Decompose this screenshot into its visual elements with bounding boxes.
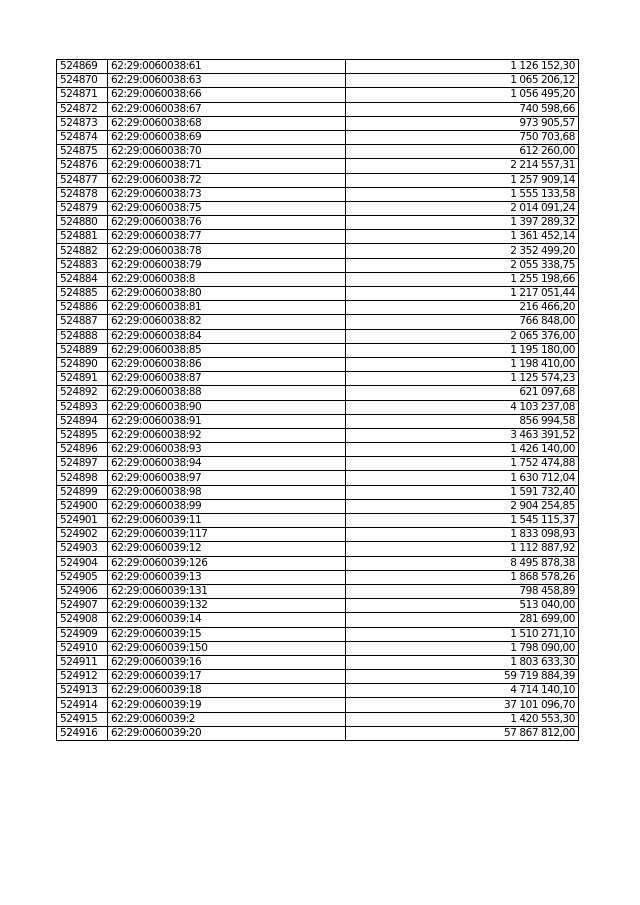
table-row [57, 499, 579, 513]
cadastral-number-cell: 62:29:0060039:16 [108, 655, 346, 669]
table-row [57, 641, 579, 655]
table-row [57, 272, 579, 286]
table-row [57, 485, 579, 499]
cadastral-value-cell: 1 420 553,30 [346, 712, 579, 726]
table-row [57, 372, 579, 386]
cadastral-value-cell: 4 714 140,10 [346, 684, 579, 698]
cadastral-value-cell: 8 495 878,38 [346, 556, 579, 570]
table-row [57, 528, 579, 542]
cadastral-number-cell: 62:29:0060038:84 [108, 329, 346, 343]
cadastral-value-cell: 2 352 499,20 [346, 244, 579, 258]
row-id-cell: 524908 [57, 613, 108, 627]
table-row [57, 74, 579, 88]
cadastral-number-cell: 62:29:0060038:94 [108, 457, 346, 471]
table-row [57, 599, 579, 613]
table-row [57, 173, 579, 187]
cadastral-number-cell: 62:29:0060038:75 [108, 201, 346, 215]
cadastral-number-cell: 62:29:0060038:61 [108, 60, 346, 74]
cadastral-value-cell: 513 040,00 [346, 599, 579, 613]
row-id-cell: 524887 [57, 315, 108, 329]
cadastral-number-cell: 62:29:0060038:81 [108, 301, 346, 315]
cadastral-value-cell: 1 510 271,10 [346, 627, 579, 641]
cadastral-number-cell: 62:29:0060038:90 [108, 400, 346, 414]
table-row [57, 584, 579, 598]
table-row [57, 655, 579, 669]
table-row [57, 386, 579, 400]
cadastral-number-cell: 62:29:0060038:67 [108, 102, 346, 116]
cadastral-number-cell: 62:29:0060038:82 [108, 315, 346, 329]
table-row [57, 258, 579, 272]
cadastral-value-cell: 1 798 090,00 [346, 641, 579, 655]
table-row [57, 570, 579, 584]
cadastral-number-cell: 62:29:0060039:15 [108, 627, 346, 641]
cadastral-value-cell: 1 126 152,30 [346, 60, 579, 74]
cadastral-value-cell: 621 097,68 [346, 386, 579, 400]
cadastral-value-cell: 766 848,00 [346, 315, 579, 329]
cadastral-value-cell: 57 867 812,00 [346, 726, 579, 740]
table-row [57, 684, 579, 698]
cadastral-number-cell: 62:29:0060038:72 [108, 173, 346, 187]
table-row [57, 698, 579, 712]
cadastral-number-cell: 62:29:0060038:76 [108, 216, 346, 230]
cadastral-number-cell: 62:29:0060038:79 [108, 258, 346, 272]
cadastral-number-cell: 62:29:0060039:19 [108, 698, 346, 712]
row-id-cell: 524882 [57, 244, 108, 258]
row-id-cell: 524913 [57, 684, 108, 698]
cadastral-value-cell: 750 703,68 [346, 130, 579, 144]
row-id-cell: 524873 [57, 116, 108, 130]
cadastral-value-cell: 216 466,20 [346, 301, 579, 315]
row-id-cell: 524897 [57, 457, 108, 471]
row-id-cell: 524895 [57, 428, 108, 442]
cadastral-number-cell: 62:29:0060038:66 [108, 88, 346, 102]
table-row [57, 130, 579, 144]
cadastral-value-cell: 59 719 884,39 [346, 670, 579, 684]
cadastral-value-cell: 1 198 410,00 [346, 357, 579, 371]
table-row [57, 287, 579, 301]
cadastral-value-cell: 1 112 887,92 [346, 542, 579, 556]
row-id-cell: 524889 [57, 343, 108, 357]
table-row [57, 329, 579, 343]
row-id-cell: 524896 [57, 443, 108, 457]
cadastral-value-cell: 1 065 206,12 [346, 74, 579, 88]
cadastral-number-cell: 62:29:0060038:99 [108, 499, 346, 513]
cadastral-number-cell: 62:29:0060039:18 [108, 684, 346, 698]
row-id-cell: 524877 [57, 173, 108, 187]
table-row [57, 301, 579, 315]
cadastral-value-cell: 1 555 133,58 [346, 187, 579, 201]
row-id-cell: 524906 [57, 584, 108, 598]
table-row [57, 315, 579, 329]
row-id-cell: 524900 [57, 499, 108, 513]
cadastral-number-cell: 62:29:0060038:86 [108, 357, 346, 371]
row-id-cell: 524893 [57, 400, 108, 414]
table-row [57, 542, 579, 556]
cadastral-value-cell: 1 868 578,26 [346, 570, 579, 584]
row-id-cell: 524899 [57, 485, 108, 499]
cadastral-number-cell: 62:29:0060039:117 [108, 528, 346, 542]
cadastral-value-cell: 2 214 557,31 [346, 159, 579, 173]
table-row [57, 60, 579, 74]
row-id-cell: 524890 [57, 357, 108, 371]
cadastral-value-cell: 1 833 098,93 [346, 528, 579, 542]
cadastral-value-cell: 281 699,00 [346, 613, 579, 627]
cadastral-number-cell: 62:29:0060039:126 [108, 556, 346, 570]
cadastral-number-cell: 62:29:0060039:131 [108, 584, 346, 598]
row-id-cell: 524891 [57, 372, 108, 386]
cadastral-number-cell: 62:29:0060038:88 [108, 386, 346, 400]
cadastral-value-cell: 1 630 712,04 [346, 471, 579, 485]
row-id-cell: 524909 [57, 627, 108, 641]
row-id-cell: 524884 [57, 272, 108, 286]
row-id-cell: 524912 [57, 670, 108, 684]
cadastral-value-cell: 1 752 474,88 [346, 457, 579, 471]
cadastral-number-cell: 62:29:0060039:14 [108, 613, 346, 627]
table-row [57, 613, 579, 627]
cadastral-value-cell: 1 803 633,30 [346, 655, 579, 669]
cadastral-value-cell: 1 545 115,37 [346, 514, 579, 528]
cadastral-number-cell: 62:29:0060038:78 [108, 244, 346, 258]
table-row [57, 471, 579, 485]
row-id-cell: 524886 [57, 301, 108, 315]
row-id-cell: 524878 [57, 187, 108, 201]
table-row [57, 443, 579, 457]
row-id-cell: 524883 [57, 258, 108, 272]
table-row [57, 343, 579, 357]
row-id-cell: 524869 [57, 60, 108, 74]
row-id-cell: 524901 [57, 514, 108, 528]
cadastral-value-cell: 1 255 198,66 [346, 272, 579, 286]
cadastral-value-cell: 973 905,57 [346, 116, 579, 130]
cadastral-number-cell: 62:29:0060038:97 [108, 471, 346, 485]
cadastral-value-cell: 1 125 574,23 [346, 372, 579, 386]
cadastral-number-cell: 62:29:0060039:13 [108, 570, 346, 584]
cadastral-value-cell: 798 458,89 [346, 584, 579, 598]
cadastral-value-cell: 1 361 452,14 [346, 230, 579, 244]
table-row [57, 201, 579, 215]
row-id-cell: 524898 [57, 471, 108, 485]
row-id-cell: 524905 [57, 570, 108, 584]
row-id-cell: 524874 [57, 130, 108, 144]
cadastral-number-cell: 62:29:0060039:132 [108, 599, 346, 613]
cadastral-number-cell: 62:29:0060038:69 [108, 130, 346, 144]
table-row [57, 244, 579, 258]
cadastral-value-cell: 1 056 495,20 [346, 88, 579, 102]
table-row [57, 414, 579, 428]
cadastral-value-cell: 1 257 909,14 [346, 173, 579, 187]
table-row [57, 230, 579, 244]
row-id-cell: 524911 [57, 655, 108, 669]
cadastral-number-cell: 62:29:0060038:87 [108, 372, 346, 386]
row-id-cell: 524894 [57, 414, 108, 428]
row-id-cell: 524875 [57, 145, 108, 159]
table-row [57, 216, 579, 230]
cadastral-value-table [56, 59, 579, 741]
table-row [57, 514, 579, 528]
cadastral-number-cell: 62:29:0060038:8 [108, 272, 346, 286]
cadastral-value-cell: 1 217 051,44 [346, 287, 579, 301]
table-row [57, 556, 579, 570]
cadastral-number-cell: 62:29:0060038:98 [108, 485, 346, 499]
row-id-cell: 524903 [57, 542, 108, 556]
row-id-cell: 524910 [57, 641, 108, 655]
row-id-cell: 524870 [57, 74, 108, 88]
row-id-cell: 524902 [57, 528, 108, 542]
cadastral-number-cell: 62:29:0060038:91 [108, 414, 346, 428]
row-id-cell: 524915 [57, 712, 108, 726]
cadastral-number-cell: 62:29:0060038:93 [108, 443, 346, 457]
cadastral-number-cell: 62:29:0060038:68 [108, 116, 346, 130]
cadastral-number-cell: 62:29:0060039:2 [108, 712, 346, 726]
table-row [57, 102, 579, 116]
table-row [57, 712, 579, 726]
row-id-cell: 524907 [57, 599, 108, 613]
table-row [57, 428, 579, 442]
table-row [57, 457, 579, 471]
document-page [56, 59, 578, 741]
cadastral-value-cell: 37 101 096,70 [346, 698, 579, 712]
cadastral-value-cell: 740 598,66 [346, 102, 579, 116]
row-id-cell: 524876 [57, 159, 108, 173]
row-id-cell: 524885 [57, 287, 108, 301]
cadastral-number-cell: 62:29:0060039:20 [108, 726, 346, 740]
cadastral-value-cell: 1 591 732,40 [346, 485, 579, 499]
cadastral-value-cell: 2 055 338,75 [346, 258, 579, 272]
table-row [57, 145, 579, 159]
cadastral-value-cell: 4 103 237,08 [346, 400, 579, 414]
row-id-cell: 524879 [57, 201, 108, 215]
cadastral-value-cell: 856 994,58 [346, 414, 579, 428]
row-id-cell: 524880 [57, 216, 108, 230]
cadastral-number-cell: 62:29:0060039:12 [108, 542, 346, 556]
cadastral-number-cell: 62:29:0060038:77 [108, 230, 346, 244]
cadastral-number-cell: 62:29:0060038:80 [108, 287, 346, 301]
table-row [57, 726, 579, 740]
cadastral-number-cell: 62:29:0060038:73 [108, 187, 346, 201]
cadastral-value-cell: 1 397 289,32 [346, 216, 579, 230]
table-body [57, 60, 579, 741]
table-row [57, 116, 579, 130]
cadastral-value-cell: 3 463 391,52 [346, 428, 579, 442]
cadastral-value-cell: 2 904 254,85 [346, 499, 579, 513]
cadastral-value-cell: 1 195 180,00 [346, 343, 579, 357]
row-id-cell: 524914 [57, 698, 108, 712]
table-row [57, 670, 579, 684]
cadastral-number-cell: 62:29:0060038:63 [108, 74, 346, 88]
row-id-cell: 524881 [57, 230, 108, 244]
row-id-cell: 524904 [57, 556, 108, 570]
table-row [57, 187, 579, 201]
cadastral-number-cell: 62:29:0060038:92 [108, 428, 346, 442]
row-id-cell: 524871 [57, 88, 108, 102]
row-id-cell: 524888 [57, 329, 108, 343]
table-row [57, 400, 579, 414]
cadastral-number-cell: 62:29:0060038:71 [108, 159, 346, 173]
row-id-cell: 524892 [57, 386, 108, 400]
cadastral-value-cell: 2 065 376,00 [346, 329, 579, 343]
cadastral-number-cell: 62:29:0060038:70 [108, 145, 346, 159]
cadastral-number-cell: 62:29:0060039:17 [108, 670, 346, 684]
table-row [57, 357, 579, 371]
cadastral-number-cell: 62:29:0060038:85 [108, 343, 346, 357]
cadastral-value-cell: 612 260,00 [346, 145, 579, 159]
table-row [57, 627, 579, 641]
row-id-cell: 524916 [57, 726, 108, 740]
cadastral-number-cell: 62:29:0060039:150 [108, 641, 346, 655]
cadastral-number-cell: 62:29:0060039:11 [108, 514, 346, 528]
cadastral-value-cell: 1 426 140,00 [346, 443, 579, 457]
table-row [57, 88, 579, 102]
table-row [57, 159, 579, 173]
cadastral-value-cell: 2 014 091,24 [346, 201, 579, 215]
row-id-cell: 524872 [57, 102, 108, 116]
